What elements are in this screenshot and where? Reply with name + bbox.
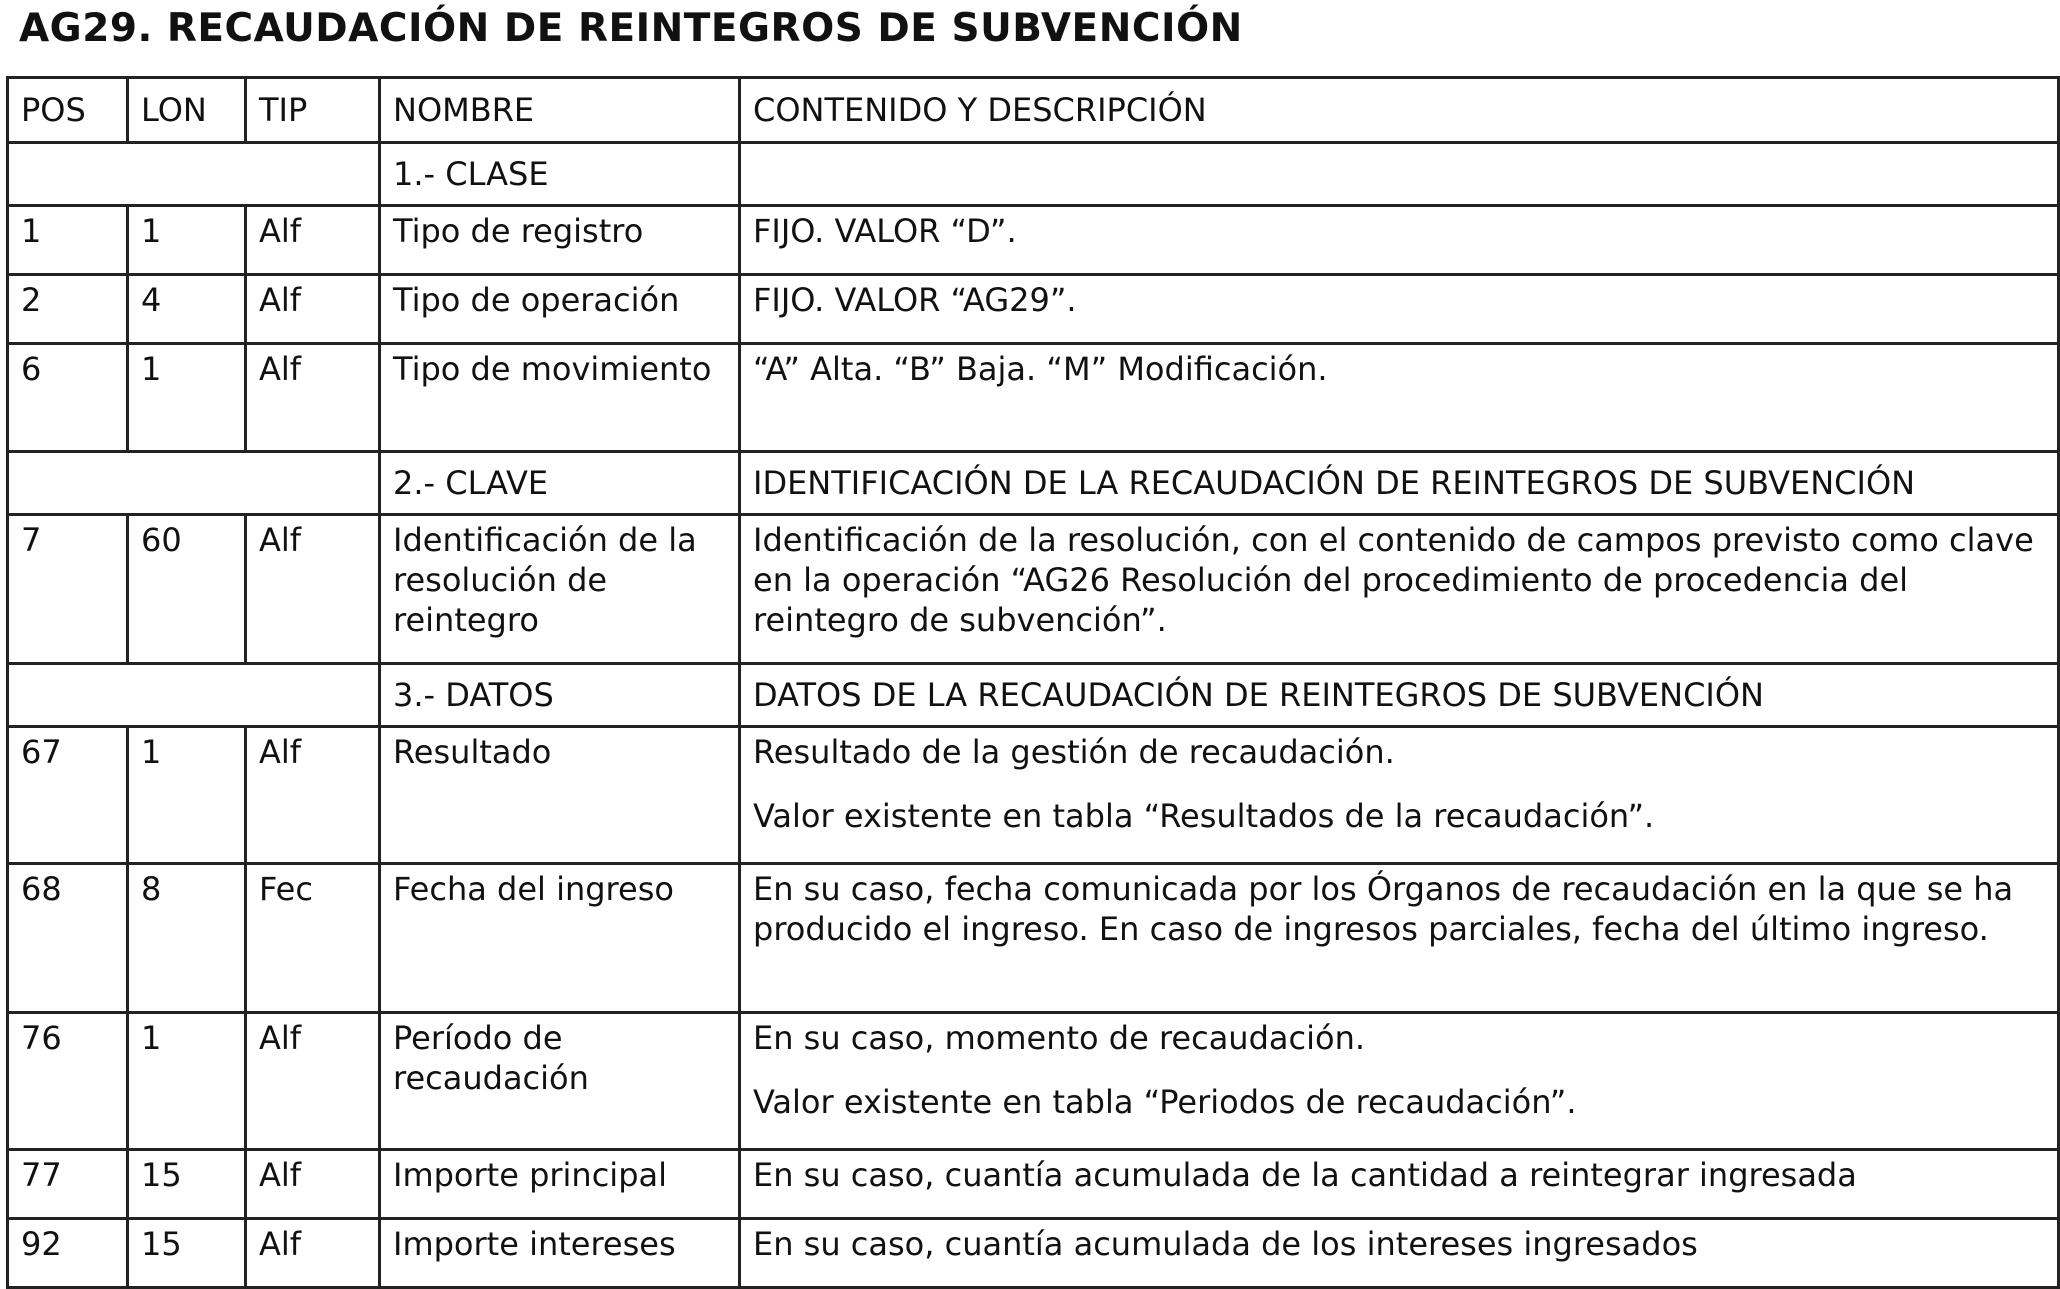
section-row-clase [8,143,2059,206]
desc-paragraph: En su caso, cuantía acumulada de la cantidad a reintegrar ingresada [753,1156,1857,1194]
section-blank-cell [8,143,380,206]
section-blank-cell [8,664,380,727]
table-row [8,515,2059,664]
cell-pos: 92 [8,1219,128,1288]
cell-descripcion [740,344,2059,452]
table-row [8,727,2059,864]
section-label: 3.- DATOS [380,664,740,727]
table-row [8,1150,2059,1219]
desc-paragraph: En su caso, momento de recaudación. [753,1019,1366,1057]
cell-nombre: Importe principal [380,1150,740,1219]
cell-tip: Fec [246,864,380,1013]
record-layout-table [6,76,2060,1289]
cell-tip: Alf [246,727,380,864]
table-row [8,864,2059,1013]
desc-paragraph: En su caso, cuantía acumulada de los intereses ingresados [753,1225,1698,1263]
cell-lon: 15 [128,1219,246,1288]
cell-pos: 76 [8,1013,128,1150]
cell-descripcion [740,206,2059,275]
cell-nombre: Fecha del ingreso [380,864,740,1013]
cell-descripcion [740,1219,2059,1288]
desc-paragraph: Identificación de la resolución, con el contenido de campos previsto como clave en la operación “AG26 Resolución del procedimiento de procedencia del reintegro de subvención”. [753,521,2034,639]
table-row [8,1013,2059,1150]
section-blank-cell [8,452,380,515]
cell-tip: Alf [246,1150,380,1219]
cell-pos: 2 [8,275,128,344]
cell-lon: 15 [128,1150,246,1219]
desc-paragraph: “A” Alta. “B” Baja. “M” Modificación. [753,350,1328,388]
desc-paragraph: Valor existente en tabla “Periodos de recaudación”. [753,1083,1577,1121]
desc-paragraph: Resultado de la gestión de recaudación. [753,733,1395,771]
cell-descripcion [740,1013,2059,1150]
cell-nombre: Tipo de movimiento [380,344,740,452]
cell-lon: 1 [128,727,246,864]
cell-lon: 4 [128,275,246,344]
cell-nombre: Tipo de registro [380,206,740,275]
cell-descripcion [740,275,2059,344]
cell-descripcion [740,1150,2059,1219]
cell-nombre: Tipo de operación [380,275,740,344]
cell-tip: Alf [246,344,380,452]
cell-lon: 1 [128,344,246,452]
table-row [8,275,2059,344]
header-tip: TIP [246,78,380,143]
section-label: 2.- CLAVE [380,452,740,515]
section-title [740,143,2059,206]
cell-descripcion [740,727,2059,864]
cell-descripcion [740,515,2059,664]
header-lon: LON [128,78,246,143]
cell-nombre: Importe intereses [380,1219,740,1288]
cell-pos: 77 [8,1150,128,1219]
cell-lon: 1 [128,1013,246,1150]
cell-pos: 1 [8,206,128,275]
desc-paragraph: FIJO. VALOR “AG29”. [753,281,1077,319]
page-title: AG29. RECAUDACIÓN DE REINTEGROS DE SUBVENCIÓN [19,6,1243,51]
cell-pos: 67 [8,727,128,864]
cell-tip: Alf [246,1219,380,1288]
table-header-row [8,78,2059,143]
cell-nombre: Resultado [380,727,740,864]
cell-pos: 6 [8,344,128,452]
cell-pos: 68 [8,864,128,1013]
header-pos: POS [8,78,128,143]
cell-tip: Alf [246,1013,380,1150]
cell-lon: 60 [128,515,246,664]
header-nombre: NOMBRE [380,78,740,143]
cell-tip: Alf [246,206,380,275]
section-title: IDENTIFICACIÓN DE LA RECAUDACIÓN DE REINTEGROS DE SUBVENCIÓN [740,452,2059,515]
section-title: DATOS DE LA RECAUDACIÓN DE REINTEGROS DE SUBVENCIÓN [740,664,2059,727]
section-label: 1.- CLASE [380,143,740,206]
table-row [8,206,2059,275]
table-row [8,344,2059,452]
cell-tip: Alf [246,275,380,344]
header-contenido: CONTENIDO Y DESCRIPCIÓN [740,78,2059,143]
cell-pos: 7 [8,515,128,664]
cell-lon: 8 [128,864,246,1013]
section-row-clave [8,452,2059,515]
section-row-datos [8,664,2059,727]
desc-paragraph: Valor existente en tabla “Resultados de la recaudación”. [753,797,1655,835]
table-row [8,1219,2059,1288]
desc-paragraph: FIJO. VALOR “D”. [753,212,1017,250]
cell-nombre: Período de recaudación [380,1013,740,1150]
cell-nombre: Identificación de la resolución de reintegro [380,515,740,664]
desc-paragraph: En su caso, fecha comunicada por los Órganos de recaudación en la que se ha producido el ingreso. En caso de ingresos parciales, fecha del último ingreso. [753,870,2014,948]
cell-tip: Alf [246,515,380,664]
cell-lon: 1 [128,206,246,275]
cell-descripcion [740,864,2059,1013]
